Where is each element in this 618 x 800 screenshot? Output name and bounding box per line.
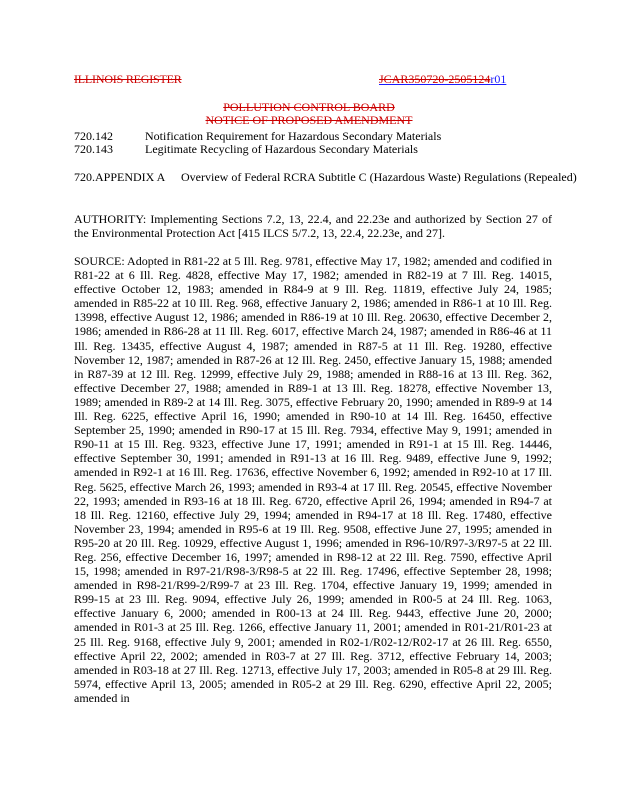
- authority-paragraph: AUTHORITY: Implementing Sections 7.2, 13, 22.4, and 22.23e and authorized by Section 27 of the Environmental Protection Act [415 ILCS 5/7.2, 13, 22.4, 22.23e, and 27].: [74, 212, 552, 241]
- section-number: 720.142: [74, 129, 113, 143]
- section-title: Notification Requirement for Hazardous Secondary Materials: [145, 129, 442, 143]
- jcar-code-suffix: r01: [490, 72, 507, 86]
- appendix-title: Overview of Federal RCRA Subtitle C (Hazardous Waste) Regulations (Repealed): [181, 170, 577, 184]
- section-title: Legitimate Recycling of Hazardous Secondary Materials: [145, 142, 418, 156]
- register-header: ILLINOIS REGISTER: [74, 72, 182, 86]
- notice-title: NOTICE OF PROPOSED AMENDMENT: [205, 113, 413, 127]
- source-paragraph: SOURCE: Adopted in R81-22 at 5 Ill. Reg. 9781, effective May 17, 1982; amended and codified in R81-22 at 6 Ill. Reg. 4828, effective May 17, 1982; amended in R82-19 at 7 Ill. Reg. 14015, effective October 12, 1983; amended in R84-9 at 9 Ill. Reg. 11819, effective July 24, 1985; amended in R85-22 at 10 Ill. Reg. 968, effective January 2, 1986; amended in R86-1 at 10 Ill. Reg. 13998, effective August 12, 1986; amended in R86-19 at 10 Ill. Reg. 20630, effective December 2, 1986; amended in R86-28 at 11 Ill. Reg. 6017, effective March 24, 1987; amended in R86-46 at 11 Ill. Reg. 13435, effective August 4, 1987; amended in R87-5 at 11 Ill. Reg. 19280, effective November 12, 1987; amended in R87-26 at 12 Ill. Reg. 2450, effective January 15, 1988; amended in R87-39 at 12 Ill. Reg. 12999, effective July 29, 1988; amended in R88-16 at 13 Ill. Reg. 362, effective December 27, 1988; amended in R89-1 at 13 Ill. Reg. 18278, effective November 13, 1989; amended in R89-2 at 14 Ill. Reg. 3075, effective February 20, 1990; amended in R89-9 at 14 Ill. Reg. 6225, effective April 16, 1990; amended in R90-10 at 14 Ill. Reg. 16450, effective September 25, 1990; amended in R90-17 at 15 Ill. Reg. 7934, effective May 9, 1991; amended in R90-11 at 15 Ill. Reg. 9323, effective June 17, 1991; amended in R91-1 at 15 Ill. Reg. 14446, effective September 30, 1991; amended in R91-13 at 16 Ill. Reg. 9489, effective June 9, 1992; amended in R92-1 at 16 Ill. Reg. 17636, effective November 6, 1992; amended in R92-10 at 17 Ill. Reg. 5625, effective March 26, 1993; amended in R93-4 at 17 Ill. Reg. 20545, effective November 22, 1993; amended in R93-16 at 18 Ill. Reg. 6720, effective April 26, 1994; amended in R94-7 at 18 Ill. Reg. 12160, effective July 29, 1994; amended in R94-17 at 18 Ill. Reg. 17480, effective November 23, 1994; amended in R95-6 at 19 Ill. Reg. 9508, effective June 27, 1995; amended in R95-20 at 20 Ill. Reg. 10929, effective August 1, 1996; amended in R96-10/R97-3/R97-5 at 22 Ill. Reg. 256, effective December 16, 1997; amended in R98-12 at 22 Ill. Reg. 7590, effective April 15, 1998; amended in R97-21/R98-3/R98-5 at 22 Ill. Reg. 17496, effective September 28, 1998; amended in R98-21/R99-2/R99-7 at 23 Ill. Reg. 1704, effective January 19, 1999; amended in R99-15 at 23 Ill. Reg. 9094, effective July 26, 1999; amended in R00-5 at 24 Ill. Reg. 1063, effective January 6, 2000; amended in R00-13 at 24 Ill. Reg. 9443, effective June 20, 2000; amended in R01-3 at 25 Ill. Reg. 1266, effective January 11, 2001; amended in R01-21/R01-23 at 25 Ill. Reg. 9168, effective July 9, 2001; amended in R02-1/R02-12/R02-17 at 26 Ill. Reg. 6550, effective April 22, 2002; amended in R03-7 at 27 Ill. Reg. 3712, effective February 14, 2003; amended in R03-18 at 27 Ill. Reg. 12713, effective July 17, 2003; amended in R05-8 at 29 Ill. Reg. 5974, effective April 13, 2005; amended in R05-2 at 29 Ill. Reg. 6290, effective April 22, 2005; amended in: [74, 254, 552, 705]
- jcar-code-number: JCAR350720-2505124: [379, 72, 491, 86]
- section-number: 720.143: [74, 142, 113, 156]
- agency-title: POLLUTION CONTROL BOARD: [223, 100, 395, 114]
- appendix-number: 720.APPENDIX A: [74, 170, 166, 184]
- jcar-code: [379, 72, 506, 87]
